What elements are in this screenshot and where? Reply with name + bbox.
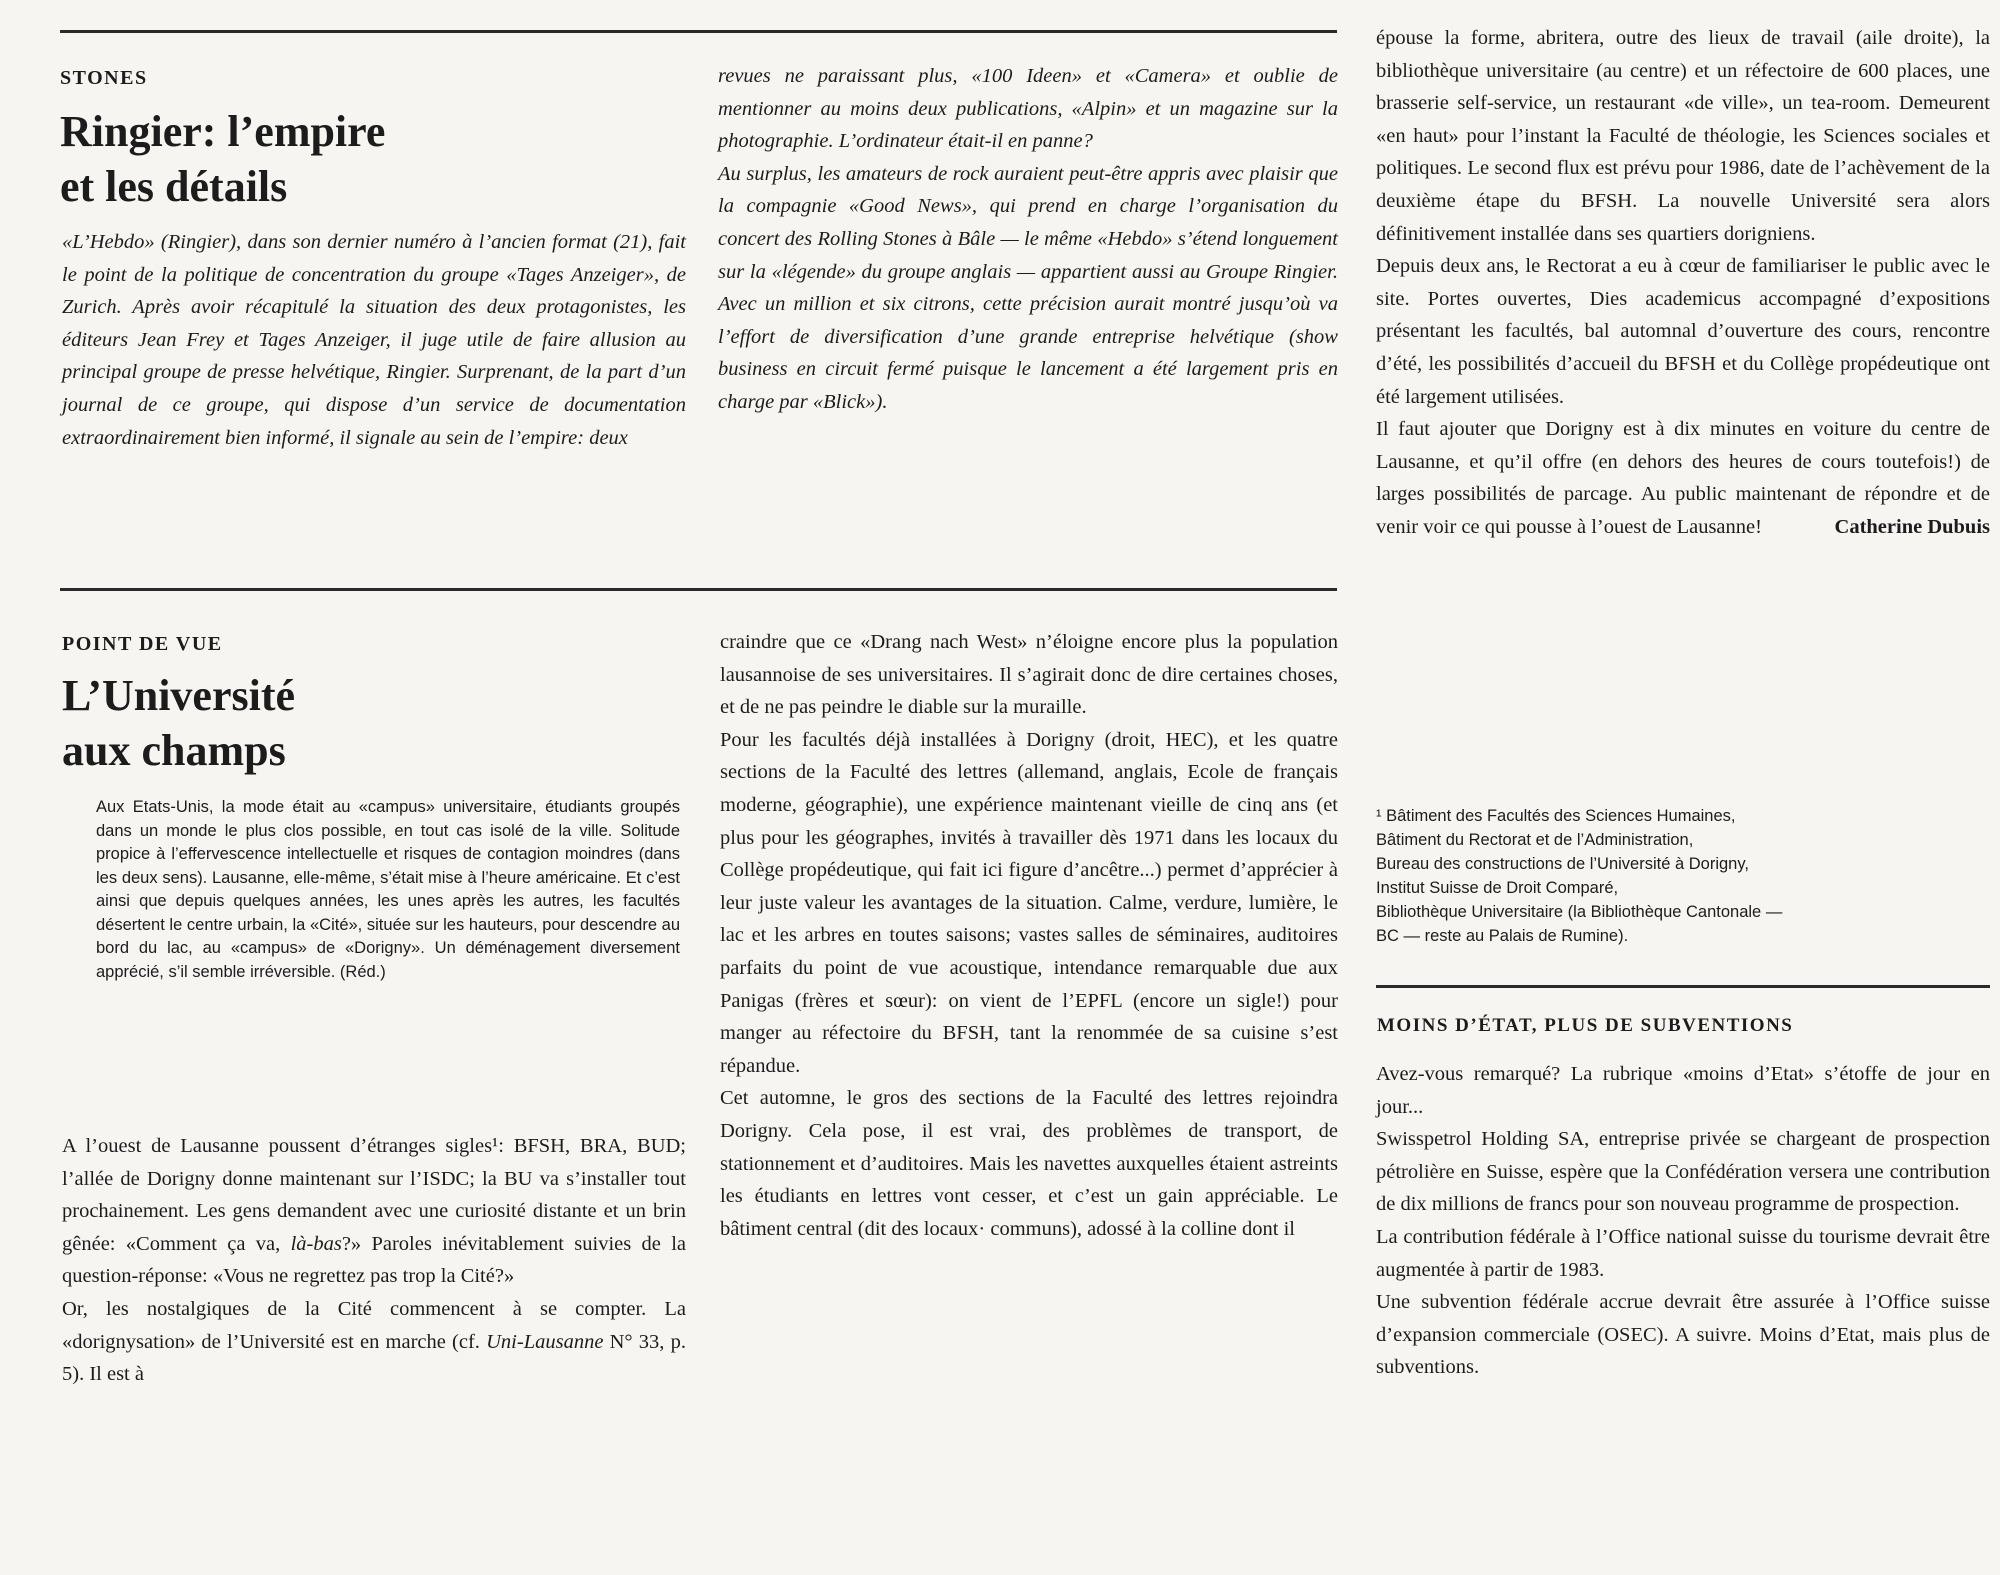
universite-right-paragraph-3	[1376, 413, 1990, 543]
universite-paragraph-1	[62, 1130, 686, 1293]
footnote-line-3: Bureau des constructions de l’Université à Dorigny,	[1376, 855, 1749, 873]
stones-right-paragraph-2: Au surplus, les amateurs de rock auraient peut-être appris avec plaisir que la compagnie «Good News», qui prend en charge l’organisation du concert des Rolling Stones à Bâle — le même «Hebdo» s’étend longuement sur la «légende» du groupe anglais — appartient aussi au Groupe Ringier. Avec un million et six citrons, cette précision aurait montré jusqu’où va l’effort de diversification d’une grande entreprise helvétique (show business en circuit fermé puisque le lancement a été largement pris en charge par «Blick»).	[718, 162, 1338, 413]
universite-paragraph-2-text: Or, les nostalgiques de la Cité commencent à se compter. La «dorignysation» de l’Université est en marche (cf.	[62, 1297, 686, 1353]
universite-right-paragraph-1: épouse la forme, abritera, outre des lieux de travail (aile droite), la bibliothèque universitaire (au centre) et un réfectoire de 600 places, une brasserie self-service, un restaurant «de ville», un tea-room. Demeurent «en haut» pour l’instant la Faculté de théologie, les Sciences sociales et politiques. Le second flux est prévu pour 1986, date de l’achèvement de la deuxième étape du BFSH. La nouvelle Université sera alors définitivement installée dans ses quartiers dorigniens.	[1376, 27, 1990, 245]
footnote-line-6: BC — reste au Palais de Rumine).	[1376, 927, 1629, 945]
footnote-line-4: Institut Suisse de Droit Comparé,	[1376, 879, 1619, 897]
universite-middle-paragraph-2: Pour les facultés déjà installées à Dorigny (droit, HEC), et les quatre sections de la Faculté des lettres (allemand, anglais, Ecole de français moderne, géographie), une expérience maintenant vieille de cinq ans (et plus pour les géographes, invités à travailler dès 1971 dans les locaux du Collège propédeutique, qui fait ici figure d’ancêtre...) permet d’apprécier à leur juste valeur les avantages de la situation. Calme, verdure, lumière, le lac et les arbres en toutes saisons; vastes salles de séminaires, auditoires parfaits du point de vue acoustique, intendance remarquable due aux Panigas (frères et sœur): on vient de l’EPFL (encore un sigle!) pour manger au réfectoire du BFSH, tant la renommée de sa cuisine s’est répandue.	[720, 728, 1338, 1077]
stones-headline-line2: et les détails	[60, 162, 288, 211]
footnotes	[1376, 804, 1990, 948]
stones-right-paragraph-1: revues ne paraissant plus, «100 Ideen» et «Camera» et oublie de mentionner au moins deux publications, «Alpin» et un magazine sur la photographie. L’ordinateur était-il en panne?	[718, 65, 1338, 153]
universite-left-text	[62, 1130, 686, 1391]
footnote-line-1: ¹ Bâtiment des Facultés des Sciences Humaines,	[1376, 807, 1736, 825]
moins-etat-text	[1376, 1058, 1990, 1384]
universite-middle-paragraph-3: Cet automne, le gros des sections de la Faculté des lettres rejoindra Dorigny. Cela pose, il est vrai, des problèmes de transport, de stationnement et d’auditoires. Mais les navettes auxquelles étaient astreints les étudiants en lettres vont cesser, et c’est un gain appréciable. Le bâtiment central (dit des locaux· communs), adossé à la colline dont il	[720, 1087, 1338, 1240]
stones-left-text	[62, 226, 686, 454]
universite-middle-paragraph-1: craindre que ce «Drang nach West» n’éloigne encore plus la population lausannoise de ses universitaires. Il s’agirait donc de dire certaines choses, et de ne pas peindre le diable sur la muraille.	[720, 631, 1338, 719]
stones-headline-line1: Ringier: l’empire	[60, 107, 386, 156]
moins-etat-paragraph-3: La contribution fédérale à l’Office national suisse du tourisme devrait être augmentée à partir de 1983.	[1376, 1225, 1990, 1281]
universite-paragraph-1-text: A l’ouest de Lausanne poussent d’étranges sigles¹: BFSH, BRA, BUD; l’allée de Dorigny donne maintenant sur l’ISDC; la BU va s’installer tout prochainement. Les gens demandent avec une curiosité distante et un brin gênée: «Comment ça va,	[62, 1135, 686, 1255]
moins-etat-paragraph-1: Avez-vous remarqué? La rubrique «moins d’Etat» s’étoffe de jour en jour...	[1376, 1063, 1990, 1118]
universite-paragraph-2-end: N° 33, p. 5). Il est à	[62, 1330, 686, 1386]
universite-kicker: POINT DE VUE	[62, 633, 223, 655]
stones-left-paragraph: «L’Hebdo» (Ringier), dans son dernier numéro à l’ancien format (21), fait le point de la politique de concentration du groupe «Tages Anzeiger», de Zurich. Après avoir récapitulé la situation des deux protagonistes, les éditeurs Jean Frey et Tages Anzeiger, il juge utile de faire allusion au principal groupe de presse helvétique, Ringier. Surprenant, de la part d’un journal de ce groupe, qui dispose d’un service de documentation extraordinairement bien informé, il signale au sein de l’empire: deux	[62, 231, 686, 449]
stones-headline	[60, 104, 385, 214]
middle-rule	[60, 588, 1337, 591]
universite-paragraph-1-italic: là-bas	[290, 1232, 342, 1255]
universite-headline-line2: aux champs	[62, 726, 286, 775]
universite-paragraph-2-italic: Uni-Lausanne	[486, 1330, 604, 1353]
universite-right-text	[1376, 22, 1990, 544]
universite-right-paragraph-3-text: Il faut ajouter que Dorigny est à dix minutes en voiture du centre de Lausanne, et qu’il offre (en dehors des heures de cours toutefois!) de larges possibilités de parcage. Au public maintenant de répondre et de venir voir ce qui pousse à l’ouest de Lausanne!	[1376, 418, 1990, 538]
author-signature: Catherine Dubuis	[1834, 515, 1990, 538]
stones-right-text	[718, 60, 1338, 419]
footnote-line-2: Bâtiment du Rectorat et de l’Administration,	[1376, 831, 1694, 849]
universite-paragraph-2	[62, 1293, 686, 1391]
moins-etat-kicker: MOINS D’ÉTAT, PLUS DE SUBVENTIONS	[1377, 1015, 1794, 1036]
universite-middle-text	[720, 626, 1338, 1245]
right-column-rule	[1376, 985, 1990, 988]
universite-headline-line1: L’Université	[62, 671, 296, 720]
top-rule	[60, 30, 1337, 33]
universite-headline	[62, 668, 295, 778]
universite-chapo: Aux Etats-Unis, la mode était au «campus» universitaire, étudiants groupés dans un monde le plus clos possible, en tout cas isolé de la ville. Solitude propice à l’effervescence intellectuelle et risques de contagion moindres (dans les deux sens). Lausanne, elle-même, s’était mise à l’heure américaine. Et c’est ainsi que depuis quelques années, les unes après les autres, les facultés désertent le centre urbain, la «Cité», située sur les hauteurs, pour descendre au bord du lac, au «campus» de «Dorigny». Un déménagement diversement apprécié, s’il semble irréversible. (Réd.)	[96, 798, 680, 981]
moins-etat-paragraph-2: Swisspetrol Holding SA, entreprise privée se chargeant de prospection pétrolière en Suisse, espère que la Confédération versera une contribution de dix millions de francs pour son nouveau programme de prospection.	[1376, 1128, 1990, 1216]
universite-right-paragraph-2: Depuis deux ans, le Rectorat a eu à cœur de familiariser le public avec le site. Portes ouvertes, Dies academicus accompagné d’expositions présentant les facultés, bal automnal d’ouverture des cours, rencontre d’été, les possibilités d’accueil du BFSH et du Collège propédeutique ont été largement utilisées.	[1376, 255, 1990, 408]
footnote-line-5: Bibliothèque Universitaire (la Bibliothèque Cantonale —	[1376, 903, 1783, 921]
universite-paragraph-1-end: ?» Paroles inévitablement suivies de la question-réponse: «Vous ne regrettez pas trop la Cité?»	[62, 1232, 687, 1288]
stones-kicker: STONES	[60, 67, 148, 89]
moins-etat-paragraph-4: Une subvention fédérale accrue devrait être assurée à l’Office suisse d’expansion commerciale (OSEC). A suivre. Moins d’Etat, mais plus de subventions.	[1376, 1291, 1990, 1379]
